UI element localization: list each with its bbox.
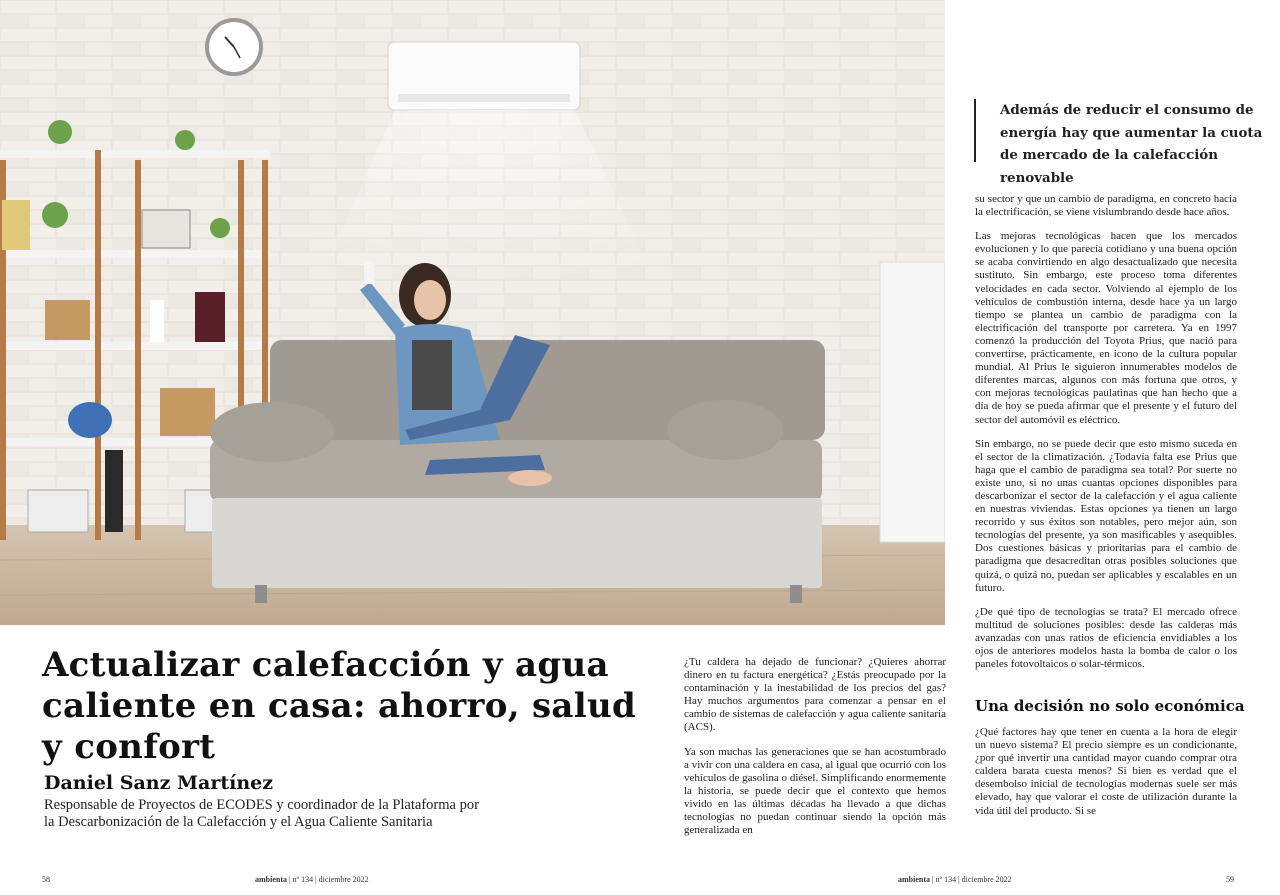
body-column-right xyxy=(975,193,1237,682)
page-number-left: 58 xyxy=(42,875,50,884)
wall-clock xyxy=(207,20,261,74)
issue-info: | nº 134 | diciembre 2022 xyxy=(287,875,369,884)
page-number-right: 59 xyxy=(1226,875,1234,884)
magazine-name: ambienta xyxy=(898,875,930,884)
body-column-right-continued xyxy=(975,726,1237,829)
body-paragraph: ¿De qué tipo de tecnologías se trata? El mercado ofrece multitud de soluciones posibles: desde las calderas más avanzadas con unas ratios de eficiencia envidiables a los ojos de anteriores modelos hasta la bomba de calor o los paneles fotovoltaicos o solar-térmicos. xyxy=(975,605,1237,671)
article-headline: Actualizar calefacción y agua caliente en casa: ahorro, salud y confort xyxy=(42,645,637,767)
body-paragraph: su sector y que un cambio de paradigma, en concreto hacia la electrificación, se viene vislumbrando desde hace años. xyxy=(975,193,1237,219)
footer-masthead-left xyxy=(255,875,369,884)
white-cabinet xyxy=(880,262,945,542)
body-paragraph: Sin embargo, no se puede decir que esto mismo suceda en el sector de la climatización. ¿Todavía falta ese Prius que haga que el cambio de paradigma sea total? Por suerte no existe uno, si no unas cuantas opciones disponibles para descarbonizar el sector de la calefacción y el agua caliente en nuestras viviendas. Estas opciones ya tienen un largo recorrido y sus éxitos son notables, pero mejor aún, son tecnologías del presente, ya son masificables y asequibles. Dos cuestiones básicas y prioritarias para el cambio de paradigma que desacreditan otras posibles soluciones que quizá, o quizá no, puedan ser aplicables y escalables en un futuro. xyxy=(975,437,1237,594)
author-name: Daniel Sanz Martínez xyxy=(44,772,274,794)
pull-quote: Además de reducir el consumo de energía hay que aumentar la cuota de mercado de la calefacción renovable xyxy=(974,99,1270,162)
footer-masthead-right xyxy=(898,875,1012,884)
body-paragraph: Ya son muchas las generaciones que se han acostumbrado a vivir con una caldera en casa, al igual que ocurrió con los vehículos de gasolina o diésel. Simplificando enormemente la historia, se puede decir que el contexto que hemos vivido en las últimas décadas ha llevado a que dichas tecnologías no puedan continuar siendo la opción más generalizada en xyxy=(684,745,946,837)
body-paragraph: ¿Tu caldera ha dejado de funcionar? ¿Quieres ahorrar dinero en tu factura energética? ¿Estás preocupado por la contaminación y la inestabilidad de los precios del gas? Hay muchos argumentos para comenzar a pensar en el cambio de sistemas de calefacción y agua caliente sanitaria (ACS). xyxy=(684,656,946,734)
body-paragraph: ¿Qué factores hay que tener en cuenta a la hora de elegir un nuevo sistema? El precio siempre es un condicionante, ¿por qué invertir una cantidad mayor cuando comprar otra caldera barata cuesta menos? Si bien es verdad que el desembolso inicial de tecnologías modernas suele ser más elevado, hay que valorar el coste de utilización durante la vida útil del producto. Si se xyxy=(975,726,1237,817)
section-subheading: Una decisión no solo económica xyxy=(975,697,1245,715)
magazine-name: ambienta xyxy=(255,875,287,884)
issue-info: | nº 134 | diciembre 2022 xyxy=(930,875,1012,884)
body-paragraph: Las mejoras tecnológicas hacen que los mercados evolucionen y lo que parecía cotidiano y una buena opción se acaba convirtiendo en algo desactualizado que necesita sustituto. Sin embargo, este proceso toma diferentes velocidades en cada sector. Volviendo al ejemplo de los vehículos de combustión interna, desde hace ya un largo tiempo se plantea un cambio de paradigma con la electrificación del transporte por carretera. Ya en 1997 comenzó la producción del Toyota Prius, que nació para convertirse, prácticamente, en icono de la cultura popular mundial. Al Prius le siguieron innumerables modelos de diferentes marcas, algunos con más fortuna que otros, y con mejoras tecnológicas paulatinas que han hecho que a día de hoy se pueda afirmar que el presente y el futuro del sector del automóvil es eléctrico. xyxy=(975,230,1237,426)
body-column-left xyxy=(684,656,946,848)
author-role: Responsable de Proyectos de ECODES y coordinador de la Plataforma por la Descarbonización de la Calefacción y el Agua Caliente Sanitaria xyxy=(44,797,479,830)
